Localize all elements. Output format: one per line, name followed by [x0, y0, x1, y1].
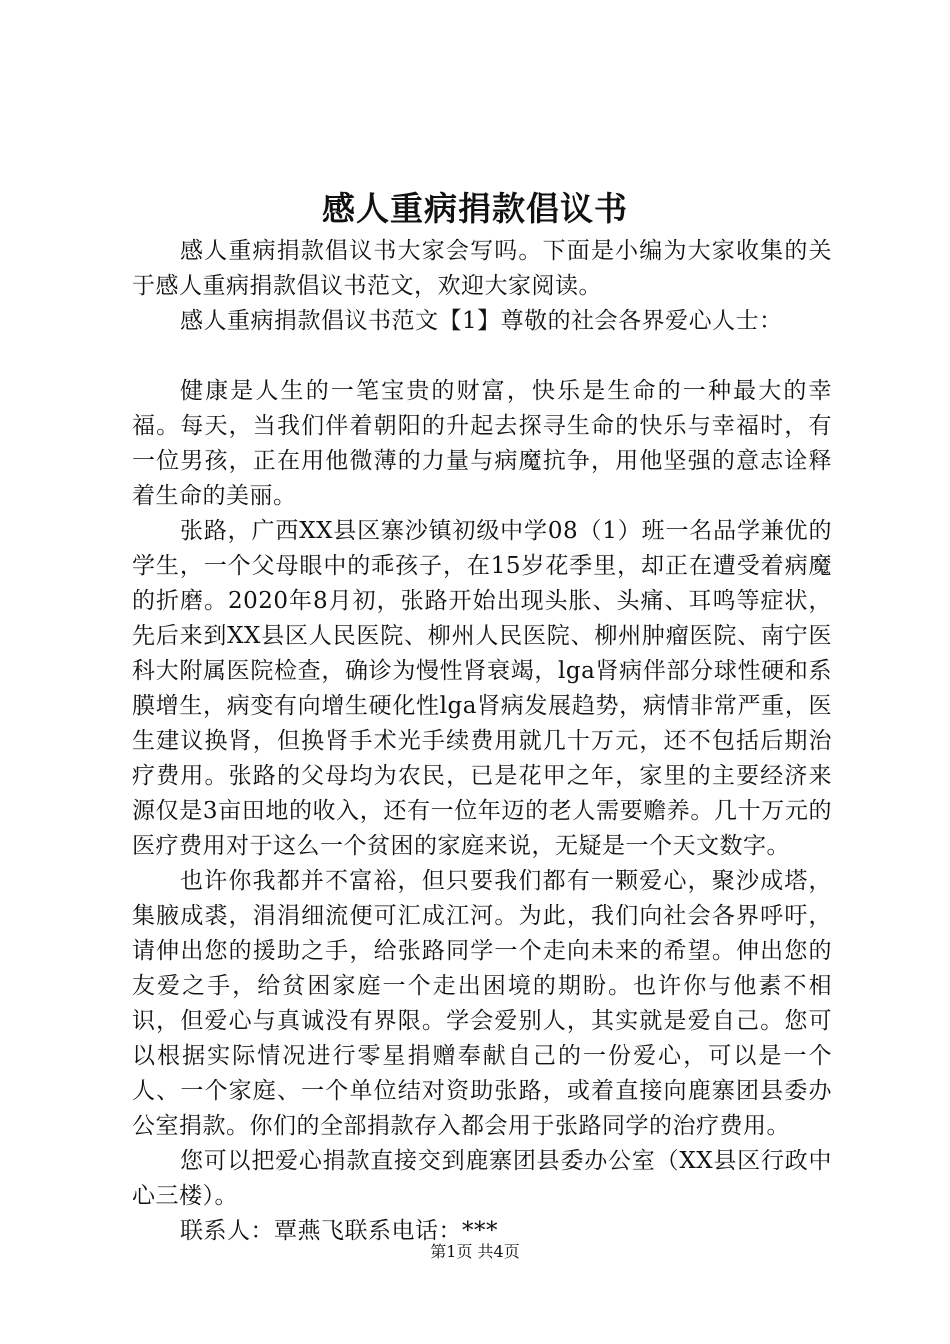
- salutation-paragraph: 感人重病捐款倡议书范文【1】尊敬的社会各界爱心人士：: [180, 308, 783, 334]
- page-title: 感人重病捐款倡议书: [322, 189, 628, 228]
- paragraph-spacer: [132, 339, 832, 374]
- body-paragraph-appeal: 也许你我都并不富裕，但只要我们都有一颗爱心，聚沙成塔，集腋成裘，涓涓细流便可汇成江河。为此，我们向社会各界呼吁，请伸出您的援助之手，给张路同学一个走向未来的希望。伸出您的友爱之手，给贫困家庭一个走出困境的期盼。也许你与他素不相识，但爱心与真诚没有界限。学会爱别人，其实就是爱自己。您可以根据实际情况进行零星捐赠奉献自己的一份爱心，可以是一个人、一个家庭、一个单位结对资助张路，或着直接向鹿寨团县委办公室捐款。你们的全部捐款存入都会用于张路同学的治疗费用。: [132, 868, 832, 1139]
- body-paragraph-health: 健康是人生的一笔宝贵的财富，快乐是生命的一种最大的幸福。每天，当我们伴着朝阳的升起去探寻生命的快乐与幸福时，有一位男孩，正在用他微薄的力量与病魔抗争，用他坚强的意志诠释着生命的美丽。: [132, 378, 832, 509]
- document-body: [132, 234, 832, 1249]
- intro-paragraph: 感人重病捐款倡议书大家会写吗。下面是小编为大家收集的关于感人重病捐款倡议书范文，欢迎大家阅读。: [132, 238, 832, 299]
- body-paragraph-donation-address: 您可以把爱心捐款直接交到鹿寨团县委办公室（XX县区行政中心三楼）。: [132, 1148, 832, 1209]
- body-paragraph-zhanglu: 张路，广西XX县区寨沙镇初级中学08（1）班一名品学兼优的学生，一个父母眼中的乖孩子，在15岁花季里，却正在遭受着病魔的折磨。2020年8月初，张路开始出现头胀、头痛、耳鸣等症状，先后来到XX县区人民医院、柳州人民医院、柳州肿瘤医院、南宁医科大附属医院检查，确诊为慢性肾衰竭，lga肾病伴部分球性硬和系膜增生，病变有向增生硬化性lga肾病发展趋势，病情非常严重，医生建议换肾，但换肾手术光手续费用就几十万元，还不包括后期治疗费用。张路的父母均为农民，已是花甲之年，家里的主要经济来源仅是3亩田地的收入，还有一位年迈的老人需要赡养。几十万元的医疗费用对于这么一个贫困的家庭来说，无疑是一个天文数字。: [132, 518, 832, 859]
- contact-paragraph: 联系人：覃燕飞联系电话：***: [180, 1218, 498, 1244]
- page-footer: 第1页 共4页: [430, 1242, 520, 1261]
